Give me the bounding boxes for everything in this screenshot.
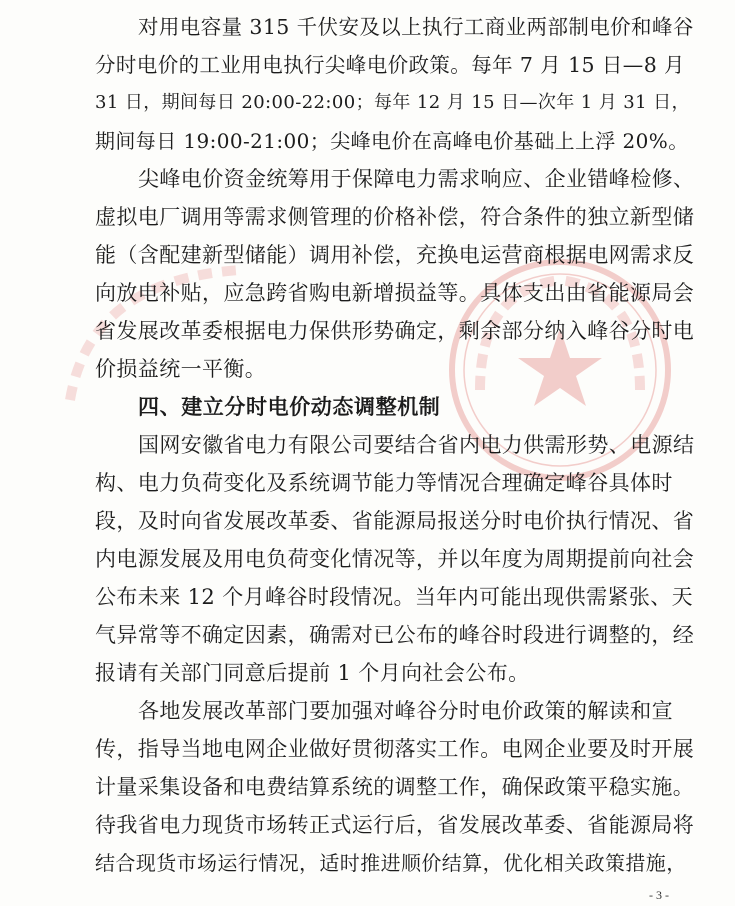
paragraph-3-line-1: 国网安徽省电力有限公司要结合省内电力供需形势、电源结 — [138, 433, 695, 457]
paragraph-1-line-1: 对用电容量 315 千伏安及以上执行工商业两部制电价和峰谷 — [138, 15, 694, 39]
paragraph-3-line-3: 段，及时向省发展改革委、省能源局报送分时电价执行情况、省 — [95, 509, 695, 533]
paragraph-4-line-3: 计量采集设备和电费结算系统的调整工作，确保政策平稳实施。 — [95, 775, 695, 799]
paragraph-2-line-5: 省发展改革委根据电力保供形势确定，剩余部分纳入峰谷分时电 — [95, 319, 695, 343]
paragraph-2-line-3: 能（含配建新型储能）调用补偿，充换电运营商根据电网需求反 — [95, 243, 695, 267]
paragraph-1-line-4: 期间每日 19:00-21:00；尖峰电价在高峰电价基础上上浮 20%。 — [95, 129, 689, 153]
page-number: - 3 - — [649, 888, 669, 902]
paragraph-3-line-7: 报请有关部门同意后提前 1 个月向社会公布。 — [95, 661, 530, 685]
paragraph-3-line-5: 公布未来 12 个月峰谷时段情况。当年内可能出现供需紧张、天 — [95, 585, 694, 609]
paragraph-4-line-4: 待我省电力现货市场转正式运行后，省发展改革委、省能源局将 — [95, 813, 695, 837]
paragraph-2-line-6: 价损益统一平衡。 — [95, 357, 267, 381]
paragraph-2-line-1: 尖峰电价资金统筹用于保障电力需求响应、企业错峰检修、 — [138, 167, 695, 191]
section-heading: 四、建立分时电价动态调整机制 — [138, 395, 441, 419]
paragraph-4-line-2: 传，指导当地电网企业做好贯彻落实工作。电网企业要及时开展 — [95, 737, 695, 761]
paragraph-2-line-4: 向放电补贴，应急跨省购电新增损益等。具体支出由省能源局会 — [95, 281, 695, 305]
paragraph-1-line-2: 分时电价的工业用电执行尖峰电价政策。每年 7 月 15 日—8 月 — [95, 53, 685, 77]
paragraph-3-line-4: 内电源发展及用电负荷变化情况等，并以年度为周期提前向社会 — [95, 547, 695, 571]
paragraph-3-line-2: 构、电力负荷变化及系统调节能力等情况合理确定峰谷具体时 — [95, 471, 673, 495]
paragraph-1-line-3: 31 日，期间每日 20:00-22:00；每年 12 月 15 日—次年 1 月 31 日， — [95, 92, 690, 113]
paragraph-4-line-1: 各地发展改革部门要加强对峰谷分时电价政策的解读和宣 — [138, 699, 673, 723]
paragraph-4-line-5: 结合现货市场运行情况，适时推进顺价结算，优化相关政策措施， — [95, 851, 687, 875]
paragraph-3-line-6: 气异常等不确定因素，确需对已公布的峰谷时段进行调整的，经 — [95, 623, 695, 647]
paragraph-2-line-2: 虚拟电厂调用等需求侧管理的价格补偿，符合条件的独立新型储 — [95, 205, 695, 229]
